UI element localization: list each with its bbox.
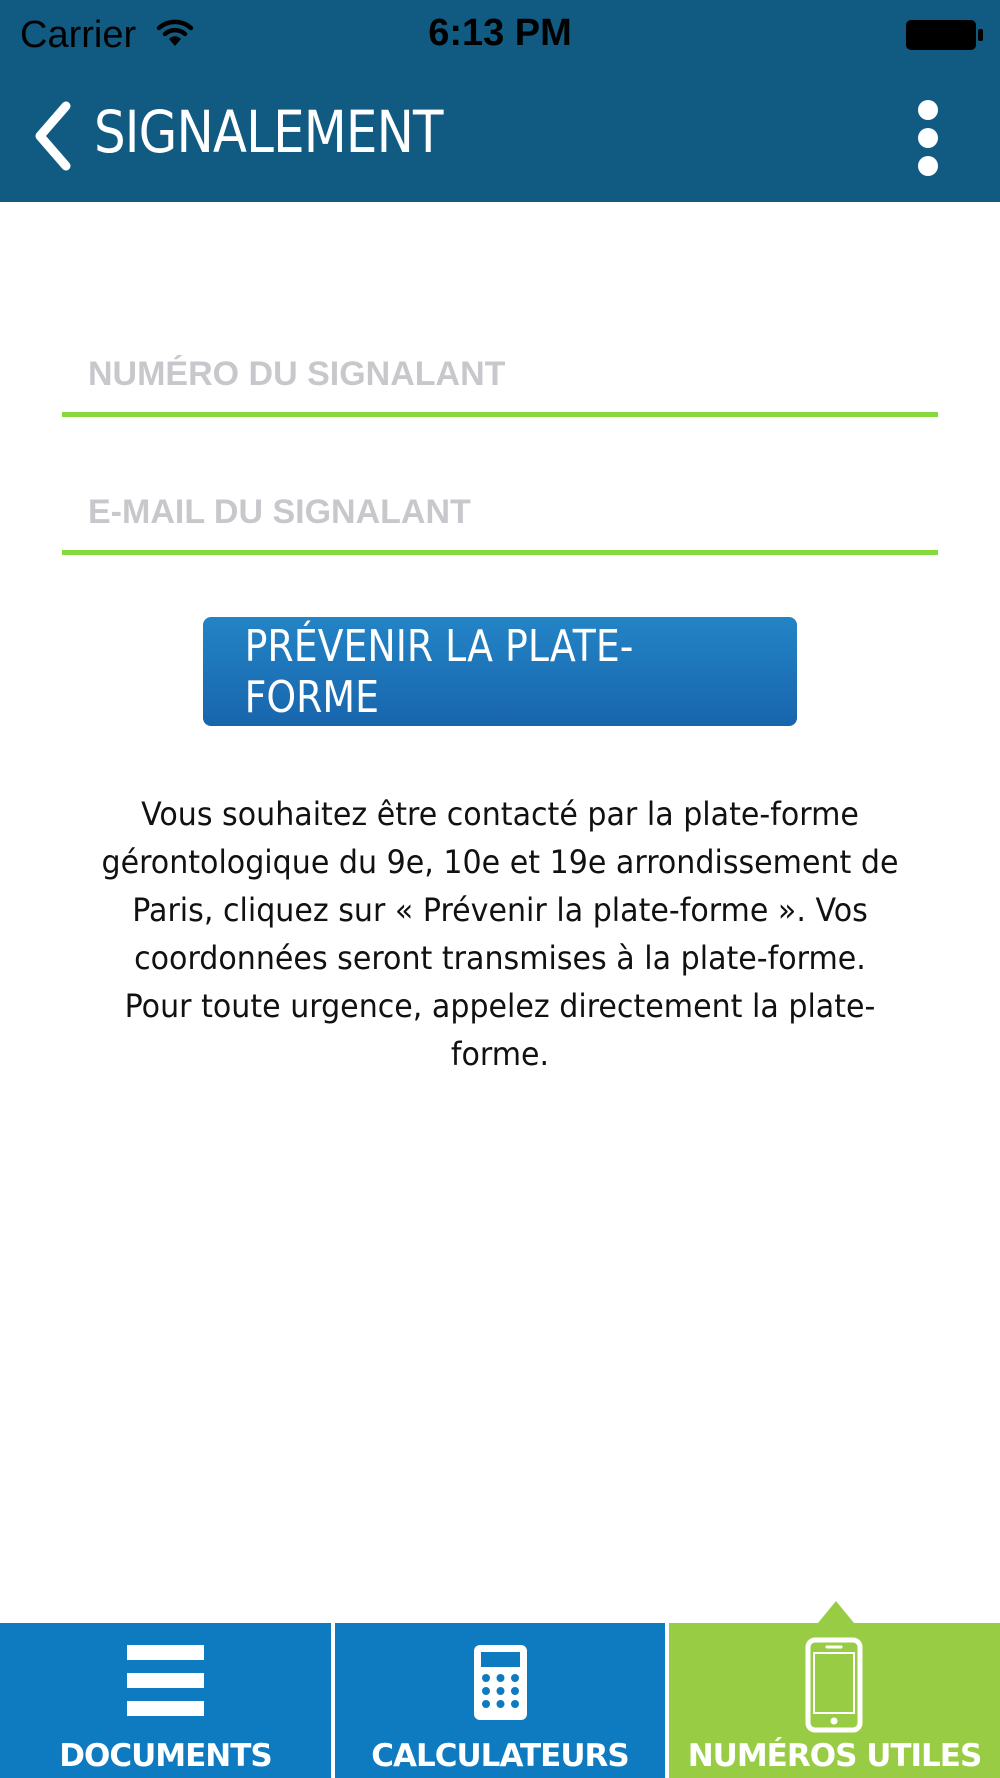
notify-platform-button[interactable] (203, 617, 797, 726)
tab-calculators-label: CALCULATEURS (371, 1738, 629, 1774)
menu-lines-icon (127, 1645, 204, 1717)
info-text (60, 790, 940, 1078)
tab-useful-numbers[interactable] (669, 1623, 1000, 1778)
status-bar (0, 0, 1000, 70)
email-field (62, 465, 938, 555)
battery-icon (905, 18, 985, 52)
tab-documents[interactable] (0, 1623, 331, 1778)
status-time: 6:13 PM (428, 12, 572, 54)
page-title: SIGNALEMENT (94, 98, 443, 166)
smartphone-icon (805, 1637, 863, 1733)
header (0, 0, 1000, 202)
carrier-label: Carrier (20, 14, 137, 56)
notify-platform-label: PRÉVENIR LA PLATE-FORME (244, 620, 634, 723)
chevron-left-icon[interactable] (30, 98, 80, 174)
tab-documents-label: DOCUMENTS (59, 1738, 272, 1774)
tab-calculators[interactable] (335, 1623, 665, 1778)
tab-useful-numbers-label: NUMÉROS UTILES (687, 1738, 982, 1774)
calculator-icon (474, 1645, 527, 1720)
active-tab-indicator (818, 1601, 854, 1623)
email-input[interactable] (88, 487, 928, 537)
phone-input[interactable] (88, 349, 928, 399)
more-vertical-icon[interactable] (905, 98, 951, 178)
info-paragraph: Vous souhaitez être contacté par la plate-forme gérontologique du 9e, 10e et 19e arrondissement de Paris, cliquez sur « Prévenir la plate-forme ». Vos coordonnées seront transmises à la plate-forme. (101, 795, 899, 977)
urgent-note: Pour toute urgence, appelez directement la plate-forme. (124, 987, 876, 1073)
phone-field (62, 327, 938, 417)
nav-bar (0, 70, 1000, 202)
tab-bar (0, 1623, 1000, 1778)
